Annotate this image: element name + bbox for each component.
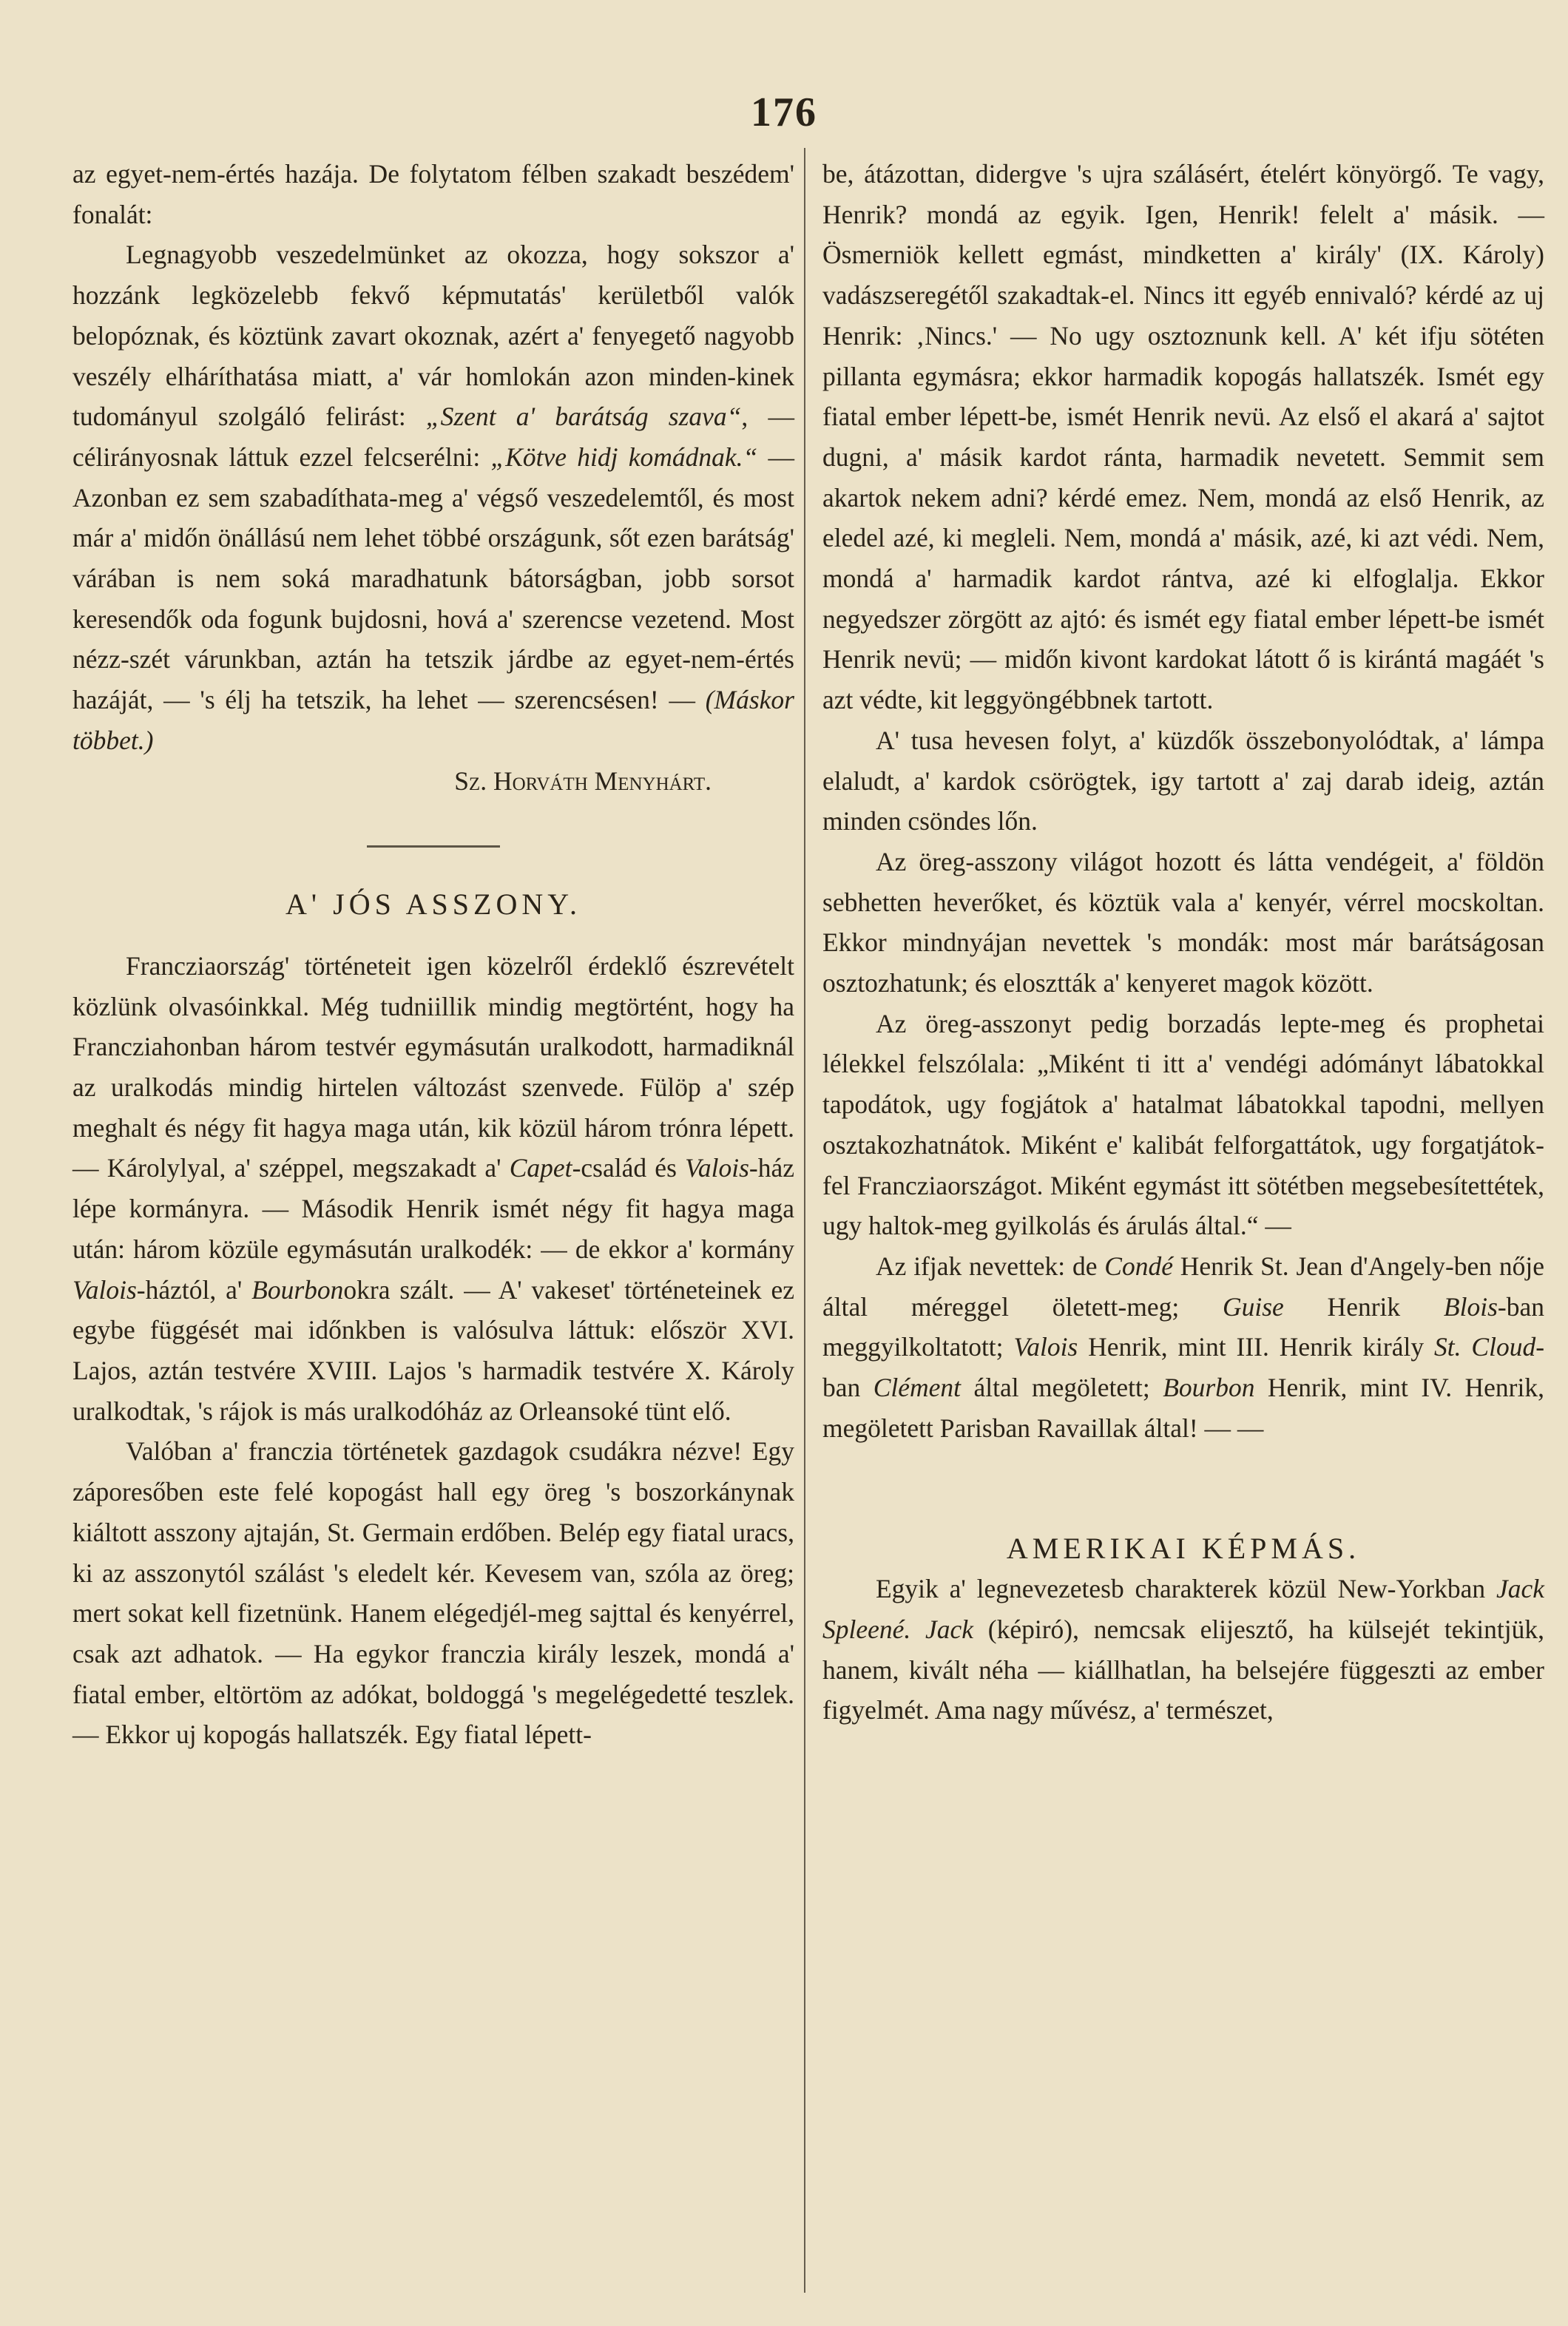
name-valois: Valois	[685, 1153, 749, 1183]
text-run: Egyik a' legnevezetesb charakterek közül New-Yorkban	[876, 1574, 1496, 1604]
paragraph-fates	[822, 1246, 1544, 1449]
motto-1: „Szent a' barátság szava“	[425, 402, 742, 432]
right-column	[822, 154, 1544, 1731]
name-clement: Clément	[873, 1373, 962, 1403]
left-column	[72, 154, 794, 1755]
text-run: — Azonban ez sem szabadíthata-meg a' végső veszedelemtől, és most már a' midőn önállású nem lehet többé országunk, sőt ezen barátság' várában is nem soká maradhatunk bátorságban, jobb sorsot keresendők oda fogunk bujdosni, hová a' szerencse vezetend. Most nézz-szét várunkban, aztán ha tetszik járdbe az egyet-nem-értés hazáját, — 's élj ha tetszik, ha lehet — szerencsésen! —	[72, 442, 794, 715]
name-bourbon: Bourbon	[1163, 1373, 1255, 1403]
text-run: Henrik, mint III. Henrik király	[1078, 1332, 1434, 1362]
page-number: 176	[751, 89, 817, 135]
paragraph-prophecy: Az öreg-asszonyt pedig borzadás lepte-meg és prophetai lélekkel felszólala: „Miként ti itt a' vendégi adómányt lábatokkal tapodátok, ugy fogjátok a' hatalmat lábatokkal tapodni, mellyen osztakozhatnátok. Miként e' kalibát felforgattátok, ugy forgatjátok-fel Francziaországot. Miként egymást itt sötétben megsebesítettétek, ugy haltok-meg gyilkolás és árulás által.“ —	[822, 1008, 1544, 1241]
text-run: -ban	[822, 1332, 1545, 1403]
name-conde: Condé	[1104, 1251, 1173, 1281]
name-st-cloud: St. Cloud	[1434, 1332, 1536, 1362]
text-run: Henrik St. Jean d'Angely-ben nője által méreggel öletett-meg;	[822, 1251, 1544, 1322]
text-run: Francziaország' történeteit igen közelről érdeklő észrevételt közlünk olvasóinkkal. Még tudniillik mindig megtörtént, hogy ha Francziahonban három testvér egymásután uralkodott, harmadiknál az uralkodás mindig hirtelen változást szenvede. Fülöp a' szép meghalt és négy fit hagya maga után, kik közül három trónra lépett.— Károlylyal, a' széppel, megszakadt a'	[72, 950, 794, 1183]
text-run: -család és	[572, 1153, 686, 1183]
paragraph-story: Valóban a' franczia történetek gazdagok csudákra nézve! Egy záporesőben este felé kopogást hall egy öreg 's boszorkánynak kiáltott asszony ajtaján, St. Germain erdőben. Belép egy fiatal uracs, ki az asszonytól szálást 's eledelt kér. Kevesem van, szóla az öreg; mert sokat kell fizetnünk. Hanem elégedjél-meg sajttal és kenyérrel, csak azt adhatok. — Ha egykor franczia király leszek, mondá a' fiatal ember, eltörtöm az adókat, boldoggá 's megelégedetté teszlek. — Ekkor uj kopogás hallatszék. Egy fiatal lépett-	[72, 1436, 794, 1750]
text-run: okra szált. — A' vakeset' történeteinek ez egybe függését mai időnkben is valósulva láttuk: először XVI. Lajos, aztán testvére XVIII. Lajos 's harmadik testvére X. Károly uralkodtak, 's rájok is más uralkodóház az Orleansoké tünt elő.	[72, 1274, 794, 1426]
column-divider	[804, 148, 805, 2293]
text-run: -háztól, a'	[136, 1274, 252, 1305]
text-run: Legnagyobb veszedelmünket az okozza, hogy sokszor a' hozzánk legközelebb fekvő képmutatás' kerületből valók belopóznak, és köztünk zavart okoznak, azért a' fenyegető nagyobb veszély elháríthatása miatt, a' vár homlokán azon minden-kinek tudományul szolgáló felirást:	[72, 240, 794, 432]
paragraph-story-continued: be, átázottan, didergve 's ujra szálásért, ételért könyörgő. Te vagy, Henrik? mondá az egyik. Igen, Henrik! felelt a' másik. — Ösmerniök kellett egmást, mindketten a' király' (IX. Károly) vadászseregétől szakadtak-el. Nincs itt egyéb ennivaló? kérdé az uj Henrik: ‚Nincs.' — No ugy osztoznunk kell. A' két ifju sötéten pillanta egymásra; ekkor harmadik kopogás hallatszék. Ismét egy fiatal ember lépett-be, ismét Henrik nevü. Az első el akará a' sajtot dugni, a' másik kardot ránta, harmadik nevetett. Semmit sem akartok nekem adni? kérdé emez. Nem, mondá az első Henrik, az eledel azé, ki megleli. Nem, mondá a' másik, azé, ki azt védi. Nem, mondá a' harmadik kardot rántva, azé ki elfoglalja. Ekkor negyedszer zörgött az ajtó: és ismét egy fiatal ember lépett-be ismét Henrik nevü; — midőn kivont kardokat látott ő is kirántá magáét 's azt védte, kit leggyöngébbnek tartott.	[822, 159, 1544, 715]
name-jack-spleene: Jack Spleené. Jack	[822, 1574, 1544, 1644]
section-title-amerikai-kepmas: AMERIKAI KÉPMÁS.	[1006, 1531, 1361, 1565]
paragraph-portrait	[822, 1569, 1544, 1731]
text-run: (képiró), nemcsak elijesztő, ha külsejét tekintjük, hanem, kivált néha — kiállhatlan, ha belsejére függeszti az ember figyelmét. Ama nagy művész, a' természet,	[822, 1614, 1544, 1725]
paragraph-intro	[72, 946, 794, 1431]
paragraph-continuation: az egyet-nem-értés hazája. De folytatom félben szakadt beszédem' fonalát:	[72, 159, 794, 229]
text-run: Az ifjak nevettek: de	[876, 1251, 1105, 1281]
paragraph-danger	[72, 234, 794, 760]
text-run: Henrik	[1283, 1291, 1444, 1322]
name-capet: Capet	[509, 1153, 572, 1183]
name-valois: Valois	[1013, 1332, 1078, 1362]
text-run: által megöletett;	[961, 1373, 1163, 1403]
name-blois: Blois	[1443, 1291, 1498, 1322]
section-title-jos-asszony: A' JÓS ASSZONY.	[285, 888, 581, 922]
name-valois: Valois	[72, 1274, 137, 1305]
name-bourbon: Bourbon	[251, 1274, 344, 1305]
text-run: , — célirányosnak láttuk ezzel felcserélni:	[72, 402, 794, 472]
text-run: Henrik, mint IV. Henrik, megöletett Parisban Ravaillak által! — —	[822, 1373, 1544, 1443]
text-run: -ház lépe kormányra. — Második Henrik ismét négy fit hagya maga után: három közüle egymásután uralkodék: — de ekkor a' kormány	[72, 1153, 794, 1264]
text-run: -ban meggyilkoltatott;	[822, 1291, 1544, 1362]
paragraph-fight: A' tusa hevesen folyt, a' küzdők összebonyolódtak, a' lámpa elaludt, a' kardok csörögtek, igy tartott a' zaj darab ideig, aztán minden csöndes lőn.	[822, 725, 1544, 836]
name-guise: Guise	[1222, 1291, 1284, 1322]
to-be-continued: (Máskor többet.)	[72, 685, 794, 755]
motto-2: „Kötve hidj komádnak.“	[490, 442, 758, 472]
section-divider	[367, 845, 500, 848]
author-signature: Sz. Horváth Menyhárt.	[454, 765, 712, 796]
paragraph-bread: Az öreg-asszony világot hozott és látta vendégeit, a' földön sebhetten heverőket, és köztük vala a' kenyér, vérrel mocskoltan. Ekkor mindnyájan nevettek 's mondák: most már barátságosan osztozhatunk; és elosztták a' kenyeret magok között.	[822, 846, 1544, 998]
